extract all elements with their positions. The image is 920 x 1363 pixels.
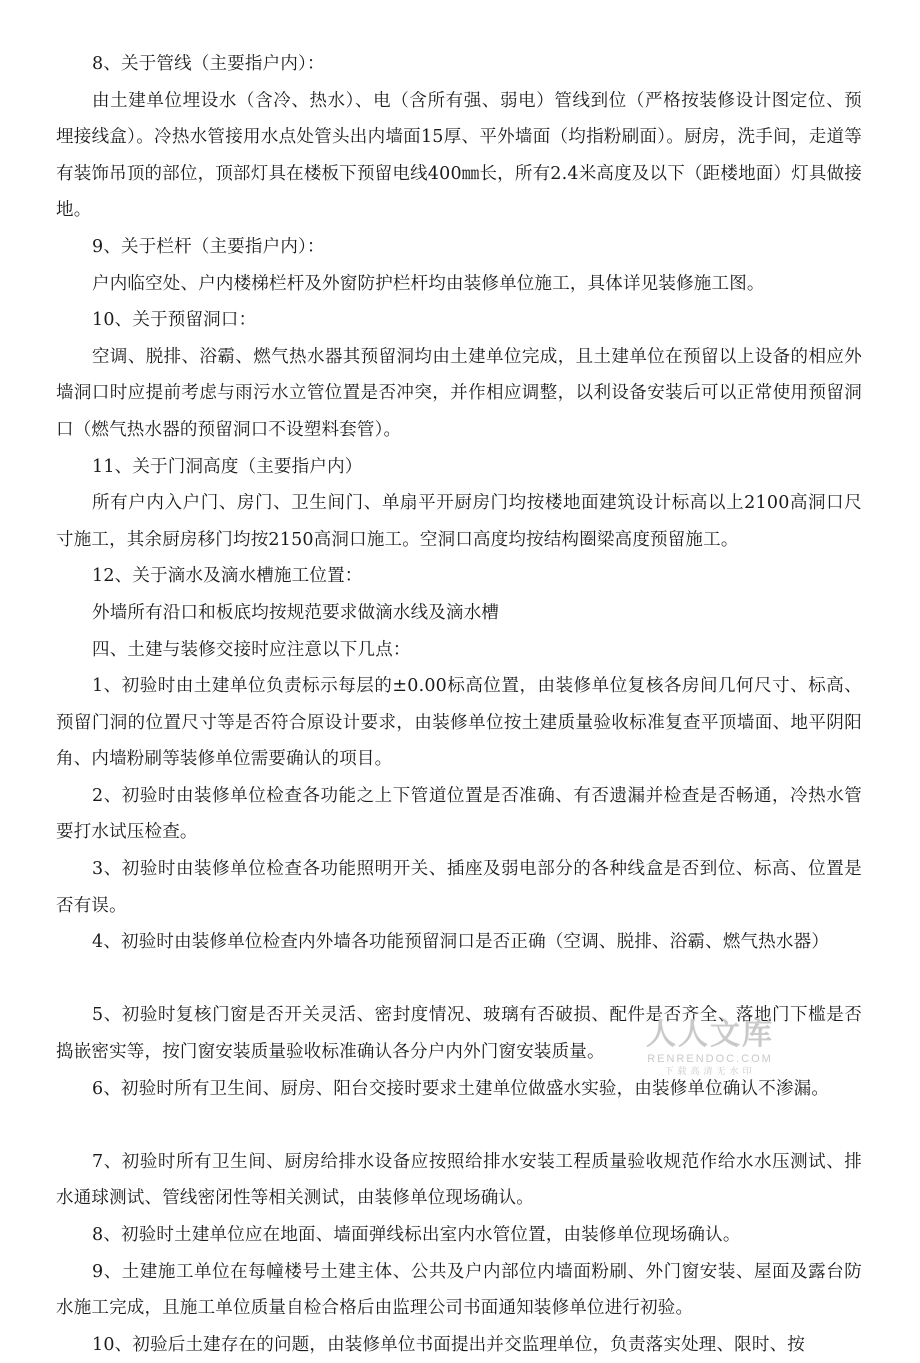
heading-pipelines: 8、关于管线（主要指户内）： <box>92 54 325 74</box>
watermark-subtitle: 下载高清无水印 <box>664 1067 756 1077</box>
watermark-domain: RENRENDOC.COM <box>647 1053 773 1065</box>
heading-door-height: 11、关于门洞高度（主要指户内） <box>92 456 363 477</box>
handover-item-9: 9、土建施工单位在每幢楼号土建主体、公共及户内部位内墙面粉刷、外门窗安装、屋面及露台防水施工完成，且施工单位质量自检合格后由监理公司书面通知装修单位进行初验。 <box>56 1261 862 1319</box>
heading-railings: 9、关于栏杆（主要指户内）： <box>92 236 325 257</box>
document-page <box>56 46 862 1363</box>
paragraph-door-height: 所有户内入户门、房门、卫生间门、单扇平开厨房门均按楼地面建筑设计标高以上2100高洞口尺寸施工，其余厨房移门均按2150高洞口施工。空洞口高度均按结构圈梁高度预留施工。 <box>56 493 862 550</box>
handover-item-5: 5、初验时复核门窗是否开关灵活、密封度情况、玻璃有否破损、配件是否齐全、落地门下槛是否捣嵌密实等，按门窗安装质量验收标准确认各分户内外门窗安装质量。 <box>56 1005 862 1063</box>
heading-drip: 12、关于滴水及滴水槽施工位置： <box>92 566 363 587</box>
paragraph-pipelines: 由土建单位埋设水（含冷、热水）、电（含所有强、弱电）管线到位（严格按装修设计图定位、预埋接线盒）。冷热水管接用水点处管头出内墙面15厚、平外墙面（均指粉刷面）。厨房，洗手间，走道等有装饰吊顶的部位，顶部灯具在楼板下预留电线400㎜长，所有2.4米高度及以下（距楼地面）灯具做接地。 <box>56 90 862 221</box>
handover-item-1: 1、初验时由土建单位负责标示每层的±0.00标高位置，由装修单位复核各房间几何尺寸、标高、预留门洞的位置尺寸等是否符合原设计要求，由装修单位按土建质量验收标准复查平顶墙面、地平阴阳角、内墙粉刷等装修单位需要确认的项目。 <box>56 676 862 770</box>
section-heading-handover: 四、土建与装修交接时应注意以下几点： <box>92 639 411 660</box>
blank-line <box>56 961 862 998</box>
handover-item-4: 4、初验时由装修单位检查内外墙各功能预留洞口是否正确（空调、脱排、浴霸、燃气热水器） <box>92 932 830 953</box>
handover-item-6: 6、初验时所有卫生间、厨房、阳台交接时要求土建单位做盛水实验，由装修单位确认不渗漏。 <box>92 1078 830 1099</box>
handover-item-3: 3、初验时由装修单位检查各功能照明开关、插座及弱电部分的各种线盒是否到位、标高、位置是否有误。 <box>56 859 862 916</box>
heading-reserved-openings: 10、关于预留洞口： <box>92 310 257 331</box>
blank-line <box>56 1107 862 1144</box>
handover-item-10: 10、初验后土建存在的问题，由装修单位书面提出并交监理单位，负责落实处理、限时、按 <box>92 1334 805 1355</box>
handover-item-7: 7、初验时所有卫生间、厨房给排水设备应按照给排水安装工程质量验收规范作给水水压测试、排水通球测试、管线密闭性等相关测试，由装修单位现场确认。 <box>56 1151 862 1209</box>
paragraph-reserved-openings: 空调、脱排、浴霸、燃气热水器其预留洞均由土建单位完成，且土建单位在预留以上设备的相应外墙洞口时应提前考虑与雨污水立管位置是否冲突，并作相应调整，以利设备安装后可以正常使用预留洞口（燃气热水器的预留洞口不设塑料套管）。 <box>56 346 862 440</box>
handover-item-8: 8、初验时土建单位应在地面、墙面弹线标出室内水管位置，由装修单位现场确认。 <box>92 1225 741 1245</box>
paragraph-drip: 外墙所有沿口和板底均按规范要求做滴水线及滴水槽 <box>92 602 500 623</box>
handover-item-2: 2、初验时由装修单位检查各功能之上下管道位置是否准确、有否遗漏并检查是否畅通，冷热水管要打水试压检查。 <box>56 785 862 843</box>
watermark-title: 人人文库 <box>646 1017 774 1052</box>
paragraph-railings: 户内临空处、户内楼梯栏杆及外窗防护栏杆均由装修单位施工，具体详见装修施工图。 <box>92 273 765 294</box>
